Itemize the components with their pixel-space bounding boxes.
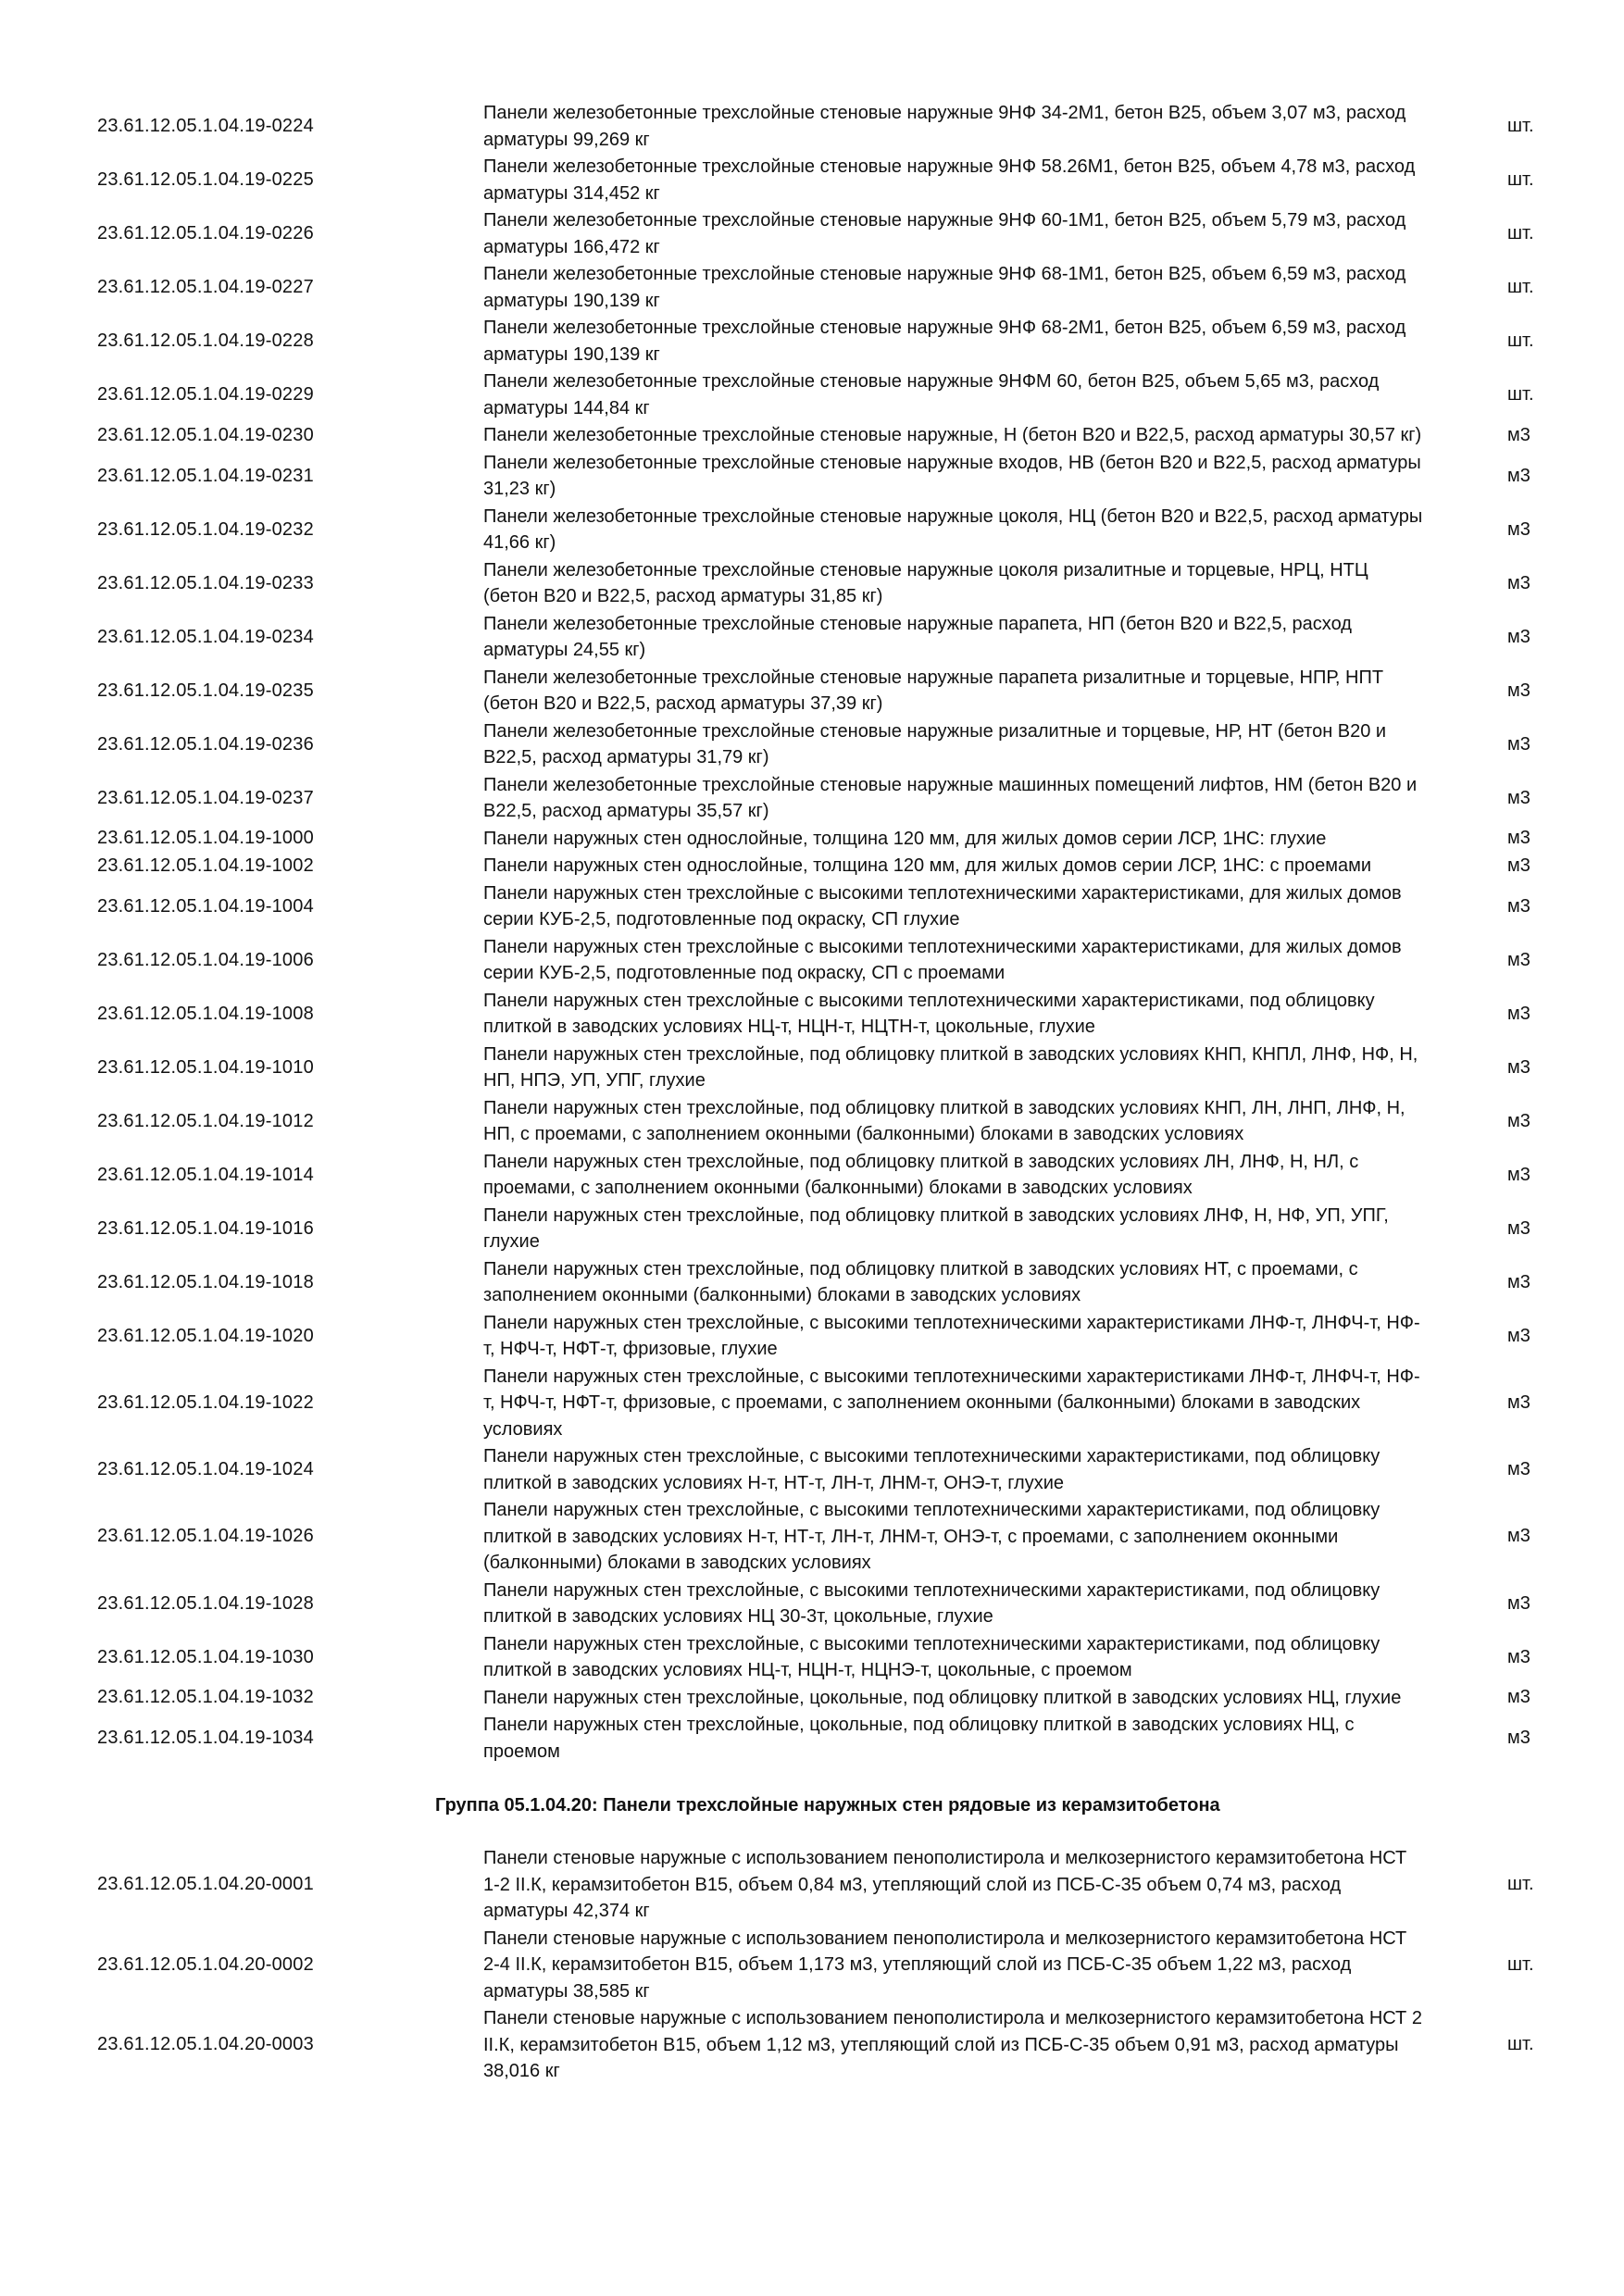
item-unit: шт. xyxy=(1507,116,1534,136)
item-description: Панели наружных стен трехслойные, под облицовку плиткой в заводских условиях КНП, ЛН, ЛНП, ЛНФ, Н, НП, с проемами, с заполнением оконными (балконными) блоками в заводских условиях xyxy=(483,1097,1405,1144)
group-header: Группа 05.1.04.20: Панели трехслойные наружных стен рядовые из керамзитобетона xyxy=(435,1795,1220,1816)
item-description: Панели железобетонные трехслойные стеновые наружные 9НФ 68-1М1, бетон В25, объем 6,59 м3, расход арматуры 190,139 кг xyxy=(483,264,1406,311)
table-row xyxy=(0,1149,1624,1203)
item-code: 23.61.12.05.1.04.20-0002 xyxy=(97,1953,314,1975)
item-code: 23.61.12.05.1.04.19-0225 xyxy=(97,169,314,190)
item-unit: м3 xyxy=(1507,855,1530,876)
table-row xyxy=(0,261,1624,315)
table-row xyxy=(0,315,1624,368)
table-row xyxy=(0,1578,1624,1631)
item-description: Панели наружных стен трехслойные, под облицовку плиткой в заводских условиях КНП, КНПЛ, ЛНФ, НФ, Н, НП, НПЭ, УП, УПГ, глухие xyxy=(483,1043,1418,1091)
table-row xyxy=(0,1042,1624,1095)
item-description: Панели стеновые наружные с использованием пенополистирола и мелкозернистого керамзитобетона НСТ 2-4 II.К, керамзитобетон В15, объем 1,173 м3, утепляющий слой из ПСБ-С-35 объем 1,22 м3, расход арматуры 38,585 кг xyxy=(483,1928,1407,2002)
table-row xyxy=(0,1203,1624,1256)
item-unit: шт. xyxy=(1507,384,1534,405)
table-row xyxy=(0,1310,1624,1364)
table-row xyxy=(0,1443,1624,1497)
item-description: Панели стеновые наружные с использованием пенополистирола и мелкозернистого керамзитобетона НСТ 1-2 II.К, керамзитобетон В15, объем 0,84 м3, утепляющий слой из ПСБ-С-35 объем 0,74 м3, расход арматуры 42,374 кг xyxy=(483,1848,1407,1921)
item-unit: м3 xyxy=(1507,1592,1530,1614)
item-unit: м3 xyxy=(1507,424,1530,445)
item-code: 23.61.12.05.1.04.19-0231 xyxy=(97,465,314,486)
item-code: 23.61.12.05.1.04.19-0234 xyxy=(97,626,314,647)
table-row xyxy=(0,1631,1624,1685)
item-unit: м3 xyxy=(1507,1271,1530,1292)
item-code: 23.61.12.05.1.04.19-0229 xyxy=(97,384,314,405)
item-code: 23.61.12.05.1.04.19-1022 xyxy=(97,1391,314,1413)
item-unit: м3 xyxy=(1507,1646,1530,1667)
item-description: Панели железобетонные трехслойные стеновые наружные парапета, НП (бетон В20 и В22,5, расход арматуры 24,55 кг) xyxy=(483,613,1352,660)
table-row xyxy=(0,853,1624,880)
item-unit: шт. xyxy=(1507,331,1534,351)
table-row xyxy=(0,1926,1624,2006)
item-code: 23.61.12.05.1.04.19-0224 xyxy=(97,116,314,136)
item-code: 23.61.12.05.1.04.20-0003 xyxy=(97,2034,314,2055)
table-row xyxy=(0,557,1624,611)
item-unit: шт. xyxy=(1507,223,1534,243)
table-row xyxy=(0,154,1624,207)
item-code: 23.61.12.05.1.04.19-0233 xyxy=(97,572,314,593)
table-row xyxy=(0,1685,1624,1713)
item-code: 23.61.12.05.1.04.19-1000 xyxy=(97,828,314,849)
item-description: Панели железобетонные трехслойные стеновые наружные парапета ризалитные и торцевые, НПР, НПТ (бетон В20 и В22,5, расход арматуры 37,39 кг) xyxy=(483,667,1384,714)
item-description: Панели железобетонные трехслойные стеновые наружные машинных помещений лифтов, НМ (бетон В20 и В22,5, расход арматуры 35,57 кг) xyxy=(483,774,1418,821)
item-unit: м3 xyxy=(1507,1003,1530,1024)
item-description: Панели железобетонные трехслойные стеновые наружные 9НФ 68-2М1, бетон В25, объем 6,59 м3, расход арматуры 190,139 кг xyxy=(483,318,1406,365)
item-description: Панели наружных стен трехслойные, с высокими теплотехническими характеристиками, под облицовку плиткой в заводских условиях НЦ 30-3т, цокольные, глухие xyxy=(483,1579,1380,1627)
item-code: 23.61.12.05.1.04.19-0237 xyxy=(97,787,314,808)
table-row xyxy=(0,826,1624,854)
item-code: 23.61.12.05.1.04.19-1004 xyxy=(97,895,314,917)
table-row xyxy=(0,665,1624,718)
table-row xyxy=(0,880,1624,934)
item-code: 23.61.12.05.1.04.19-1026 xyxy=(97,1526,314,1547)
item-description: Панели наружных стен трехслойные, под облицовку плиткой в заводских условиях НТ, с проемами, с заполнением оконными (балконными) блоками в заводских условиях xyxy=(483,1258,1358,1305)
item-unit: м3 xyxy=(1507,1526,1530,1547)
item-code: 23.61.12.05.1.04.19-1020 xyxy=(97,1325,314,1346)
item-unit: м3 xyxy=(1507,949,1530,970)
table-row xyxy=(0,100,1624,154)
item-unit: м3 xyxy=(1507,828,1530,849)
item-description: Панели железобетонные трехслойные стеновые наружные цоколя, НЦ (бетон В20 и В22,5, расход арматуры 41,66 кг) xyxy=(483,505,1423,553)
item-unit: м3 xyxy=(1507,1110,1530,1131)
item-code: 23.61.12.05.1.04.19-1028 xyxy=(97,1592,314,1614)
item-unit: м3 xyxy=(1507,1217,1530,1239)
item-description: Панели железобетонные трехслойные стеновые наружные ризалитные и торцевые, НР, НТ (бетон В20 и В22,5, расход арматуры 31,79 кг) xyxy=(483,720,1387,767)
item-description: Панели наружных стен трехслойные, под облицовку плиткой в заводских условиях ЛНФ, Н, НФ, УП, УПГ, глухие xyxy=(483,1204,1389,1252)
item-code: 23.61.12.05.1.04.19-0236 xyxy=(97,733,314,755)
item-unit: м3 xyxy=(1507,1459,1530,1479)
item-description: Панели наружных стен трехслойные, с высокими теплотехническими характеристиками, под облицовку плиткой в заводских условиях Н-т, НТ-т, ЛН-т, ЛНМ-т, ОНЭ-т, глухие xyxy=(483,1446,1380,1493)
item-code: 23.61.12.05.1.04.19-1012 xyxy=(97,1110,314,1131)
item-description: Панели наружных стен однослойные, толщина 120 мм, для жилых домов серии ЛСР, 1НС: глухие xyxy=(483,828,1327,849)
price-list-page xyxy=(0,100,1624,2086)
item-description: Панели железобетонные трехслойные стеновые наружные 9НФ 60-1М1, бетон В25, объем 5,79 м3, расход арматуры 166,472 кг xyxy=(483,210,1406,257)
item-unit: шт. xyxy=(1507,1874,1534,1895)
item-description: Панели железобетонные трехслойные стеновые наружные цоколя ризалитные и торцевые, НРЦ, НТЦ (бетон В20 и В22,5, расход арматуры 31,85 кг) xyxy=(483,559,1368,606)
item-unit: м3 xyxy=(1507,518,1530,540)
item-description: Панели железобетонные трехслойные стеновые наружные 9НФМ 60, бетон В25, объем 5,65 м3, расход арматуры 144,84 кг xyxy=(483,371,1380,418)
item-code: 23.61.12.05.1.04.19-1006 xyxy=(97,949,314,970)
item-description: Панели наружных стен трехслойные с высокими теплотехническими характеристиками, под облицовку плиткой в заводских условиях НЦ-т, НЦН-т, НЦТН-т, цокольные, глухие xyxy=(483,990,1375,1037)
item-code: 23.61.12.05.1.04.19-1032 xyxy=(97,1687,314,1708)
item-code: 23.61.12.05.1.04.19-0230 xyxy=(97,424,314,445)
item-description: Панели наружных стен однослойные, толщина 120 мм, для жилых домов серии ЛСР, 1НС: с проемами xyxy=(483,855,1372,876)
item-unit: м3 xyxy=(1507,895,1530,917)
table-row xyxy=(0,1095,1624,1149)
table-row xyxy=(0,1497,1624,1578)
item-unit: м3 xyxy=(1507,626,1530,647)
item-unit: м3 xyxy=(1507,1164,1530,1185)
item-description: Панели наружных стен трехслойные, цокольные, под облицовку плиткой в заводских условиях НЦ, глухие xyxy=(483,1687,1402,1708)
table-row xyxy=(0,1364,1624,1444)
item-description: Панели наружных стен трехслойные с высокими теплотехническими характеристиками, для жилых домов серии КУБ-2,5, подготовленные под окраску, СП с проемами xyxy=(483,936,1402,983)
table-row xyxy=(0,207,1624,261)
item-unit: м3 xyxy=(1507,680,1530,701)
item-description: Панели наружных стен трехслойные, с высокими теплотехническими характеристиками, под облицовку плиткой в заводских условиях Н-т, НТ-т, ЛН-т, ЛНМ-т, ОНЭ-т, с проемами, с заполнением оконными (балконными) блоками в заводских условиях xyxy=(483,1500,1380,1573)
item-code: 23.61.12.05.1.04.19-0228 xyxy=(97,331,314,351)
item-code: 23.61.12.05.1.04.19-1008 xyxy=(97,1003,314,1024)
item-code: 23.61.12.05.1.04.19-1024 xyxy=(97,1459,314,1479)
table-row xyxy=(0,1256,1624,1310)
table-row xyxy=(0,2005,1624,2086)
item-unit: шт. xyxy=(1507,277,1534,297)
item-code: 23.61.12.05.1.04.19-1010 xyxy=(97,1056,314,1078)
item-code: 23.61.12.05.1.04.20-0001 xyxy=(97,1874,314,1895)
table-row xyxy=(0,988,1624,1042)
item-unit: м3 xyxy=(1507,572,1530,593)
table-row xyxy=(0,1845,1624,1926)
table-row xyxy=(0,772,1624,826)
item-code: 23.61.12.05.1.04.19-0235 xyxy=(97,680,314,701)
item-description: Панели стеновые наружные с использованием пенополистирола и мелкозернистого керамзитобетона НСТ 2 II.К, керамзитобетон В15, объем 1,12 м3, утепляющий слой из ПСБ-С-35 объем 0,91 м3, расход арматуры 38,016 кг xyxy=(483,2008,1422,2081)
table-row xyxy=(0,504,1624,557)
item-unit: м3 xyxy=(1507,1728,1530,1748)
item-code: 23.61.12.05.1.04.19-0226 xyxy=(97,223,314,243)
table-row xyxy=(0,450,1624,504)
section-group-05-1-04-20 xyxy=(0,1845,1624,2086)
item-code: 23.61.12.05.1.04.19-1018 xyxy=(97,1271,314,1292)
item-code: 23.61.12.05.1.04.19-1002 xyxy=(97,855,314,876)
item-unit: м3 xyxy=(1507,1687,1530,1708)
item-code: 23.61.12.05.1.04.19-1030 xyxy=(97,1646,314,1667)
item-unit: м3 xyxy=(1507,733,1530,755)
item-unit: м3 xyxy=(1507,787,1530,808)
item-description: Панели наружных стен трехслойные, с высокими теплотехническими характеристиками ЛНФ-т, ЛНФЧ-т, НФ-т, НФЧ-т, НФТ-т, фризовые, с проемами, с заполнением оконными (балконными) блоками в заводских условиях xyxy=(483,1366,1420,1440)
item-code: 23.61.12.05.1.04.19-0232 xyxy=(97,518,314,540)
item-description: Панели наружных стен трехслойные, с высокими теплотехническими характеристиками ЛНФ-т, ЛНФЧ-т, НФ-т, НФЧ-т, НФТ-т, фризовые, глухие xyxy=(483,1312,1420,1359)
table-row xyxy=(0,368,1624,422)
table-row xyxy=(0,934,1624,988)
item-description: Панели наружных стен трехслойные, цокольные, под облицовку плиткой в заводских условиях НЦ, с проемом xyxy=(483,1715,1355,1762)
item-description: Панели железобетонные трехслойные стеновые наружные 9НФ 34-2М1, бетон В25, объем 3,07 м3, расход арматуры 99,269 кг xyxy=(483,103,1406,150)
item-description: Панели железобетонные трехслойные стеновые наружные, Н (бетон В20 и В22,5, расход арматуры 30,57 кг) xyxy=(483,425,1422,445)
table-row xyxy=(0,422,1624,450)
item-code: 23.61.12.05.1.04.19-0227 xyxy=(97,277,314,297)
item-code: 23.61.12.05.1.04.19-1016 xyxy=(97,1217,314,1239)
section-group-05-1-04-19 xyxy=(0,100,1624,1766)
table-row xyxy=(0,718,1624,772)
item-unit: м3 xyxy=(1507,1325,1530,1346)
item-description: Панели наружных стен трехслойные, под облицовку плиткой в заводских условиях ЛН, ЛНФ, Н, НЛ, с проемами, с заполнением оконными (балконными) блоками в заводских условиях xyxy=(483,1151,1359,1198)
table-row xyxy=(0,1712,1624,1766)
item-unit: м3 xyxy=(1507,1056,1530,1078)
table-row xyxy=(0,611,1624,665)
item-unit: шт. xyxy=(1507,1953,1534,1975)
item-description: Панели железобетонные трехслойные стеновые наружные 9НФ 58.26М1, бетон В25, объем 4,78 м3, расход арматуры 314,452 кг xyxy=(483,156,1416,204)
item-unit: шт. xyxy=(1507,2034,1534,2055)
item-description: Панели железобетонные трехслойные стеновые наружные входов, НВ (бетон В20 и В22,5, расход арматуры 31,23 кг) xyxy=(483,452,1421,499)
item-unit: м3 xyxy=(1507,465,1530,486)
item-description: Панели наружных стен трехслойные, с высокими теплотехническими характеристиками, под облицовку плиткой в заводских условиях НЦ-т, НЦН-т, НЦНЭ-т, цокольные, с проемом xyxy=(483,1633,1380,1680)
item-code: 23.61.12.05.1.04.19-1014 xyxy=(97,1164,314,1185)
item-unit: м3 xyxy=(1507,1391,1530,1413)
item-description: Панели наружных стен трехслойные с высокими теплотехническими характеристиками, для жилых домов серии КУБ-2,5, подготовленные под окраску, СП глухие xyxy=(483,882,1402,930)
item-code: 23.61.12.05.1.04.19-1034 xyxy=(97,1728,314,1748)
item-unit: шт. xyxy=(1507,169,1534,190)
